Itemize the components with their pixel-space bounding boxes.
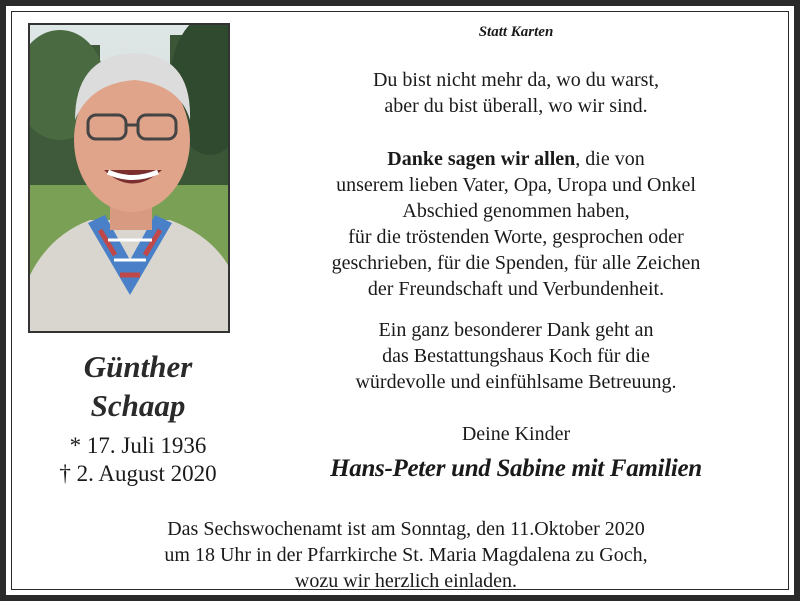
quote-line: aber du bist überall, wo wir sind. <box>384 95 648 117</box>
thanks-bold-lead: Danke sagen wir allen <box>387 148 576 170</box>
footer-line: wozu wir herzlich einladen. <box>294 570 518 592</box>
footer-line: Das Sechswochenamt ist am Sonntag, den 11.Oktober 2020 <box>167 518 645 540</box>
quote-block <box>276 67 756 119</box>
death-date: † 2. August 2020 <box>59 461 217 486</box>
birth-date: * 17. Juli 1936 <box>69 433 207 458</box>
deceased-last-name: Schaap <box>90 388 186 423</box>
family-signature: Hans-Peter und Sabine mit Familien <box>330 455 702 482</box>
service-announcement <box>6 516 800 594</box>
thanks-line: Abschied genommen haben, <box>402 200 630 222</box>
thanks-lead-rest: , die von <box>575 148 645 170</box>
special-thanks-line: würdevolle und einfühlsame Betreuung. <box>355 371 677 393</box>
special-thanks-block <box>276 317 756 395</box>
portrait-photo <box>28 23 230 333</box>
thanks-line: für die tröstenden Worte, gesprochen oder <box>348 226 684 248</box>
deceased-first-name: Günther <box>83 349 193 384</box>
special-thanks-line: das Bestattungshaus Koch für die <box>382 345 650 367</box>
thanks-block <box>276 146 756 302</box>
special-thanks-line: Ein ganz besonderer Dank geht an <box>378 319 654 341</box>
thanks-line: geschrieben, für die Spenden, für alle Zeichen <box>331 252 701 274</box>
thanks-lead-line <box>276 146 756 172</box>
thanks-line: unserem lieben Vater, Opa, Uropa und Onkel <box>336 174 696 196</box>
statt-karten-label: Statt Karten <box>478 24 554 40</box>
footer-line: um 18 Uhr in der Pfarrkirche St. Maria Magdalena zu Goch, <box>164 544 648 566</box>
family-intro: Deine Kinder <box>461 423 571 445</box>
quote-line: Du bist nicht mehr da, wo du warst, <box>372 69 660 91</box>
thanks-line: der Freundschaft und Verbundenheit. <box>367 278 665 300</box>
